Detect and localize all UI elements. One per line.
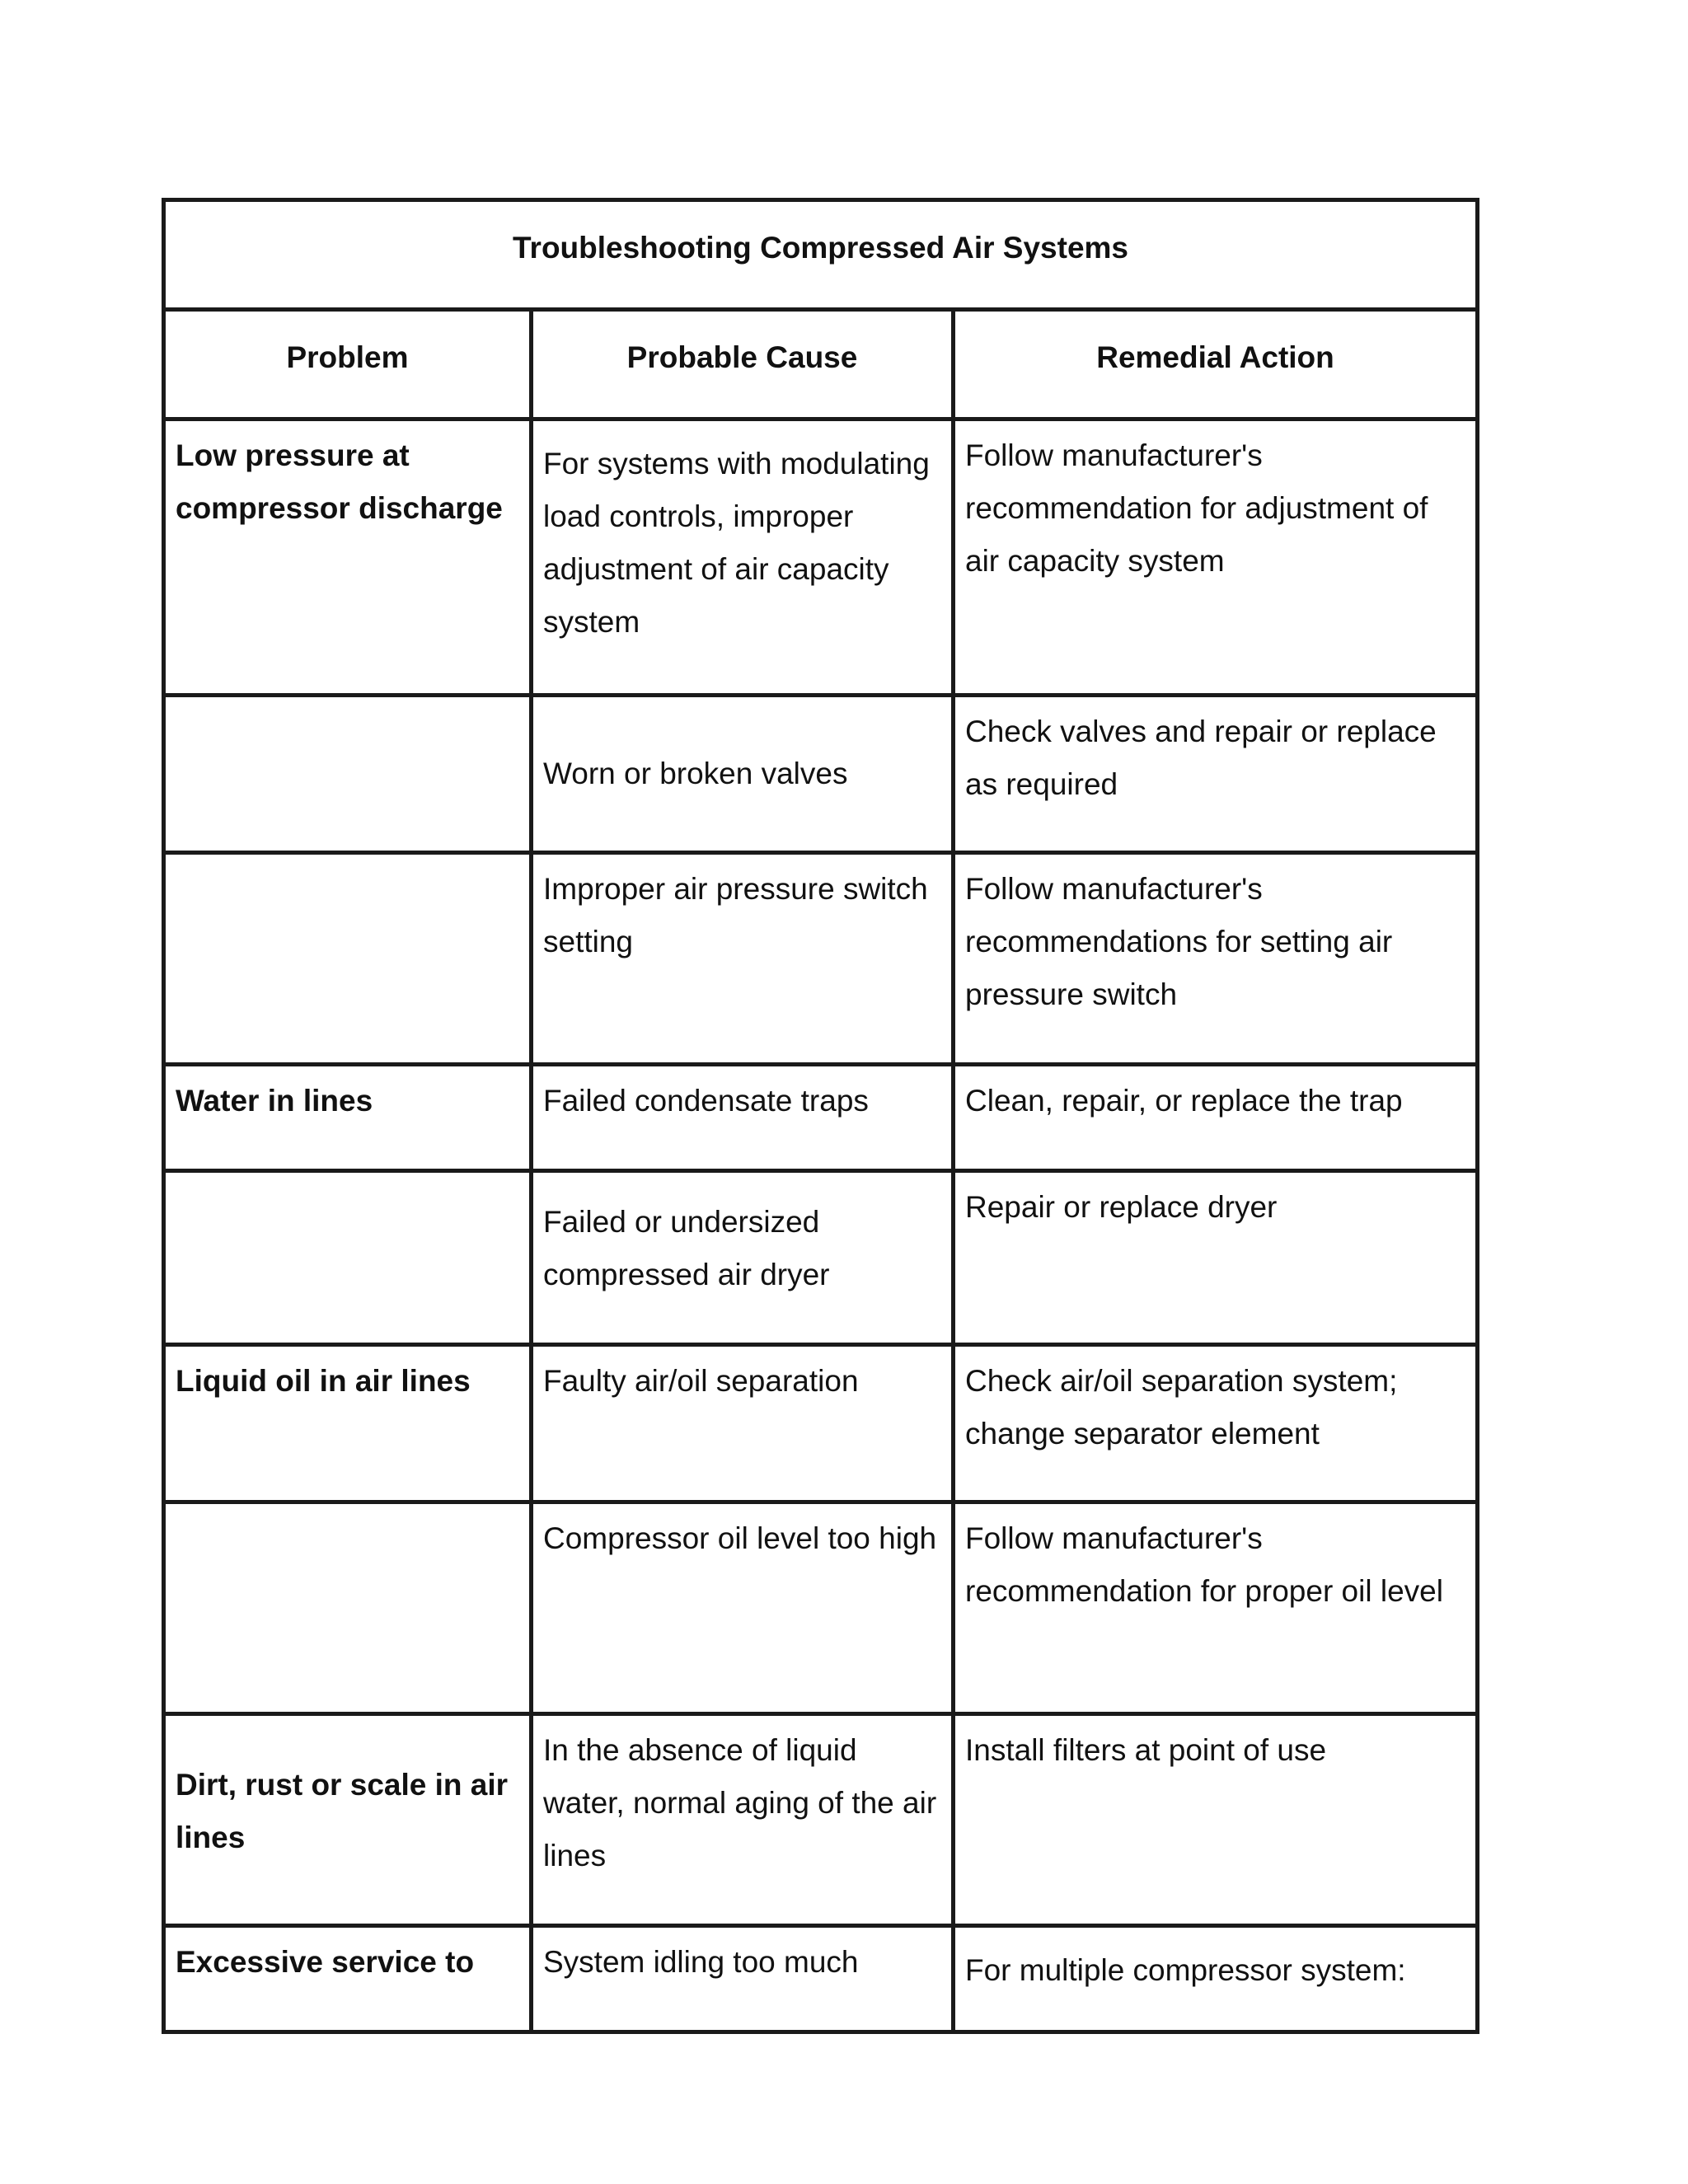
action-cell: [954, 1926, 1478, 2032]
problem-text: Dirt, rust or scale in air lines: [176, 1768, 509, 1854]
troubleshooting-table: [162, 198, 1479, 2034]
table-title: Troubleshooting Compressed Air Systems: [512, 231, 1128, 265]
cause-cell: [532, 1065, 954, 1171]
cause-cell: [532, 853, 954, 1065]
action-cell: [954, 1502, 1478, 1714]
table-title-cell: [164, 200, 1478, 310]
table-row: [164, 1345, 1478, 1502]
cause-text: Improper air pressure switch setting: [543, 872, 928, 958]
problem-text: [166, 855, 529, 863]
problem-cell: [164, 1714, 532, 1926]
problem-text: [166, 697, 529, 705]
problem-text: [166, 1504, 529, 1512]
problem-text: [166, 1173, 529, 1181]
action-cell: [954, 1714, 1478, 1926]
table-row: [164, 1926, 1478, 2032]
action-cell: [954, 696, 1478, 853]
table-row: [164, 1502, 1478, 1714]
header-action: [954, 310, 1478, 419]
problem-text: Low pressure at compressor discharge: [176, 438, 503, 525]
problem-cell: [164, 1171, 532, 1345]
cause-cell: [532, 1926, 954, 2032]
cause-text: For systems with modulating load controls, improper adjustment of air capacity system: [543, 447, 930, 639]
action-text: Clean, repair, or replace the trap: [965, 1084, 1403, 1118]
table-row: [164, 1065, 1478, 1171]
action-text: Follow manufacturer's recommendations for setting air pressure switch: [965, 872, 1393, 1011]
table-row: [164, 419, 1478, 696]
header-cause: [532, 310, 954, 419]
cause-cell: [532, 1502, 954, 1714]
problem-text: Excessive service to: [176, 1945, 475, 1979]
table-header-row: [164, 310, 1478, 419]
header-problem: [164, 310, 532, 419]
problem-text: Water in lines: [176, 1084, 373, 1118]
problem-cell: [164, 1502, 532, 1714]
action-text: Repair or replace dryer: [965, 1190, 1278, 1224]
header-cause-label: Probable Cause: [626, 340, 858, 374]
action-text: Check air/oil separation system; change separator element: [965, 1364, 1398, 1451]
cause-cell: [532, 1345, 954, 1502]
table-row: [164, 1171, 1478, 1345]
table-title-row: [164, 200, 1478, 310]
header-problem-label: Problem: [286, 340, 409, 374]
cause-cell: [532, 1714, 954, 1926]
cause-text: Failed or undersized compressed air dryer: [543, 1205, 830, 1291]
action-text: Follow manufacturer's recommendation for proper oil level: [965, 1521, 1443, 1608]
cause-cell: [532, 696, 954, 853]
table-row: [164, 853, 1478, 1065]
header-action-label: Remedial Action: [1096, 340, 1334, 374]
action-cell: [954, 1171, 1478, 1345]
action-text: Check valves and repair or replace as required: [965, 715, 1437, 801]
cause-text: Worn or broken valves: [543, 757, 848, 790]
cause-text: System idling too much: [543, 1945, 859, 1979]
action-cell: [954, 853, 1478, 1065]
action-cell: [954, 419, 1478, 696]
problem-cell: [164, 1345, 532, 1502]
problem-text: Liquid oil in air lines: [176, 1364, 471, 1398]
table-row: [164, 1714, 1478, 1926]
cause-cell: [532, 1171, 954, 1345]
problem-cell: [164, 1065, 532, 1171]
problem-cell: [164, 696, 532, 853]
problem-cell: [164, 419, 532, 696]
cause-text: Failed condensate traps: [543, 1084, 869, 1118]
action-text: For multiple compressor system:: [965, 1953, 1406, 1987]
cause-text: Compressor oil level too high: [543, 1521, 937, 1555]
action-cell: [954, 1065, 1478, 1171]
cause-text: Faulty air/oil separation: [543, 1364, 859, 1398]
action-cell: [954, 1345, 1478, 1502]
action-text: Install filters at point of use: [965, 1733, 1327, 1767]
cause-cell: [532, 419, 954, 696]
problem-cell: [164, 1926, 532, 2032]
table-row: [164, 696, 1478, 853]
cause-text: In the absence of liquid water, normal aging of the air lines: [543, 1733, 937, 1872]
action-text: Follow manufacturer's recommendation for adjustment of air capacity system: [965, 438, 1428, 578]
problem-cell: [164, 853, 532, 1065]
